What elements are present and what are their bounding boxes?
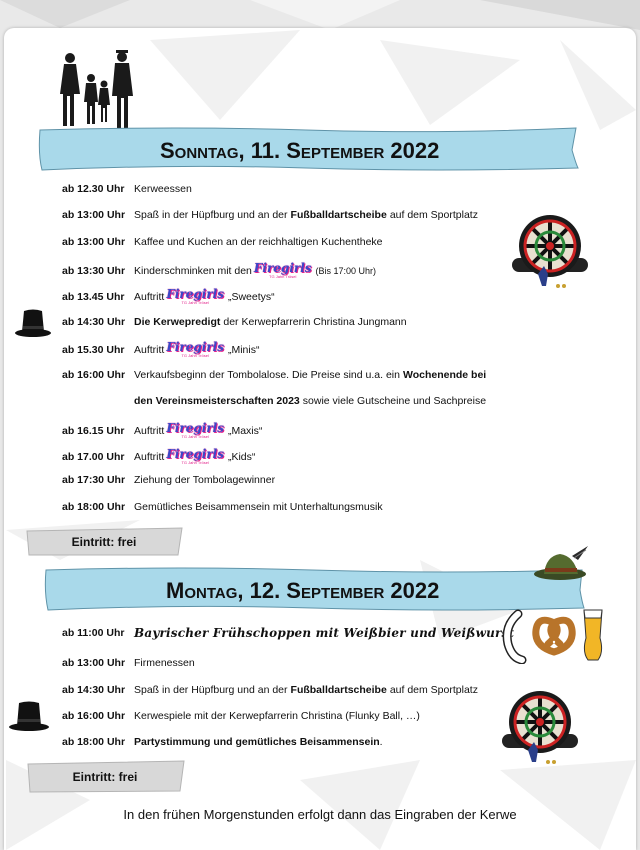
schedule-row bbox=[62, 710, 420, 722]
schedule-row bbox=[62, 369, 486, 381]
row-time: ab 11:00 Uhr bbox=[62, 627, 125, 639]
schedule-row bbox=[62, 262, 376, 279]
dartboard-icon bbox=[498, 690, 582, 768]
row-time: ab 18:00 Uhr bbox=[62, 736, 126, 748]
row-time: ab 14:30 Uhr bbox=[62, 316, 126, 328]
top-hat-icon bbox=[14, 308, 52, 338]
row-time: ab 16:00 Uhr bbox=[62, 710, 126, 722]
row-text: Kinderschminken mit den bbox=[134, 264, 252, 277]
firegirls-logo: Firegirls TG Jahn Trösel bbox=[166, 340, 224, 358]
beer-icon bbox=[580, 608, 606, 662]
row-text: auf dem Sportplatz bbox=[389, 684, 478, 696]
row-text-bold: den Vereinsmeisterschaften 2023 bbox=[134, 395, 300, 407]
row-text: Auftritt bbox=[134, 450, 165, 463]
row-time: ab 16.15 Uhr bbox=[62, 424, 125, 437]
row-text-bold: Partystimmung und gemütliches Beisammensein bbox=[134, 736, 380, 748]
row-time: ab 17:30 Uhr bbox=[62, 474, 126, 486]
schedule-row bbox=[62, 288, 275, 305]
row-text: Gemütliches Beisammensein mit Unterhaltungsmusik bbox=[134, 501, 383, 513]
row-text: Ziehung der Tombolagewinner bbox=[134, 474, 276, 486]
sunday-title: Sonntag, 11. September 2022 bbox=[160, 138, 440, 163]
sunday-entry-label: Eintritt: frei bbox=[71, 535, 137, 549]
row-text: (Bis 17:00 Uhr) bbox=[315, 265, 377, 276]
row-time: ab 13:00 Uhr bbox=[62, 209, 126, 221]
row-text: Firmenessen bbox=[134, 657, 195, 669]
row-text-bold: Fußballdartscheibe bbox=[290, 209, 387, 221]
schedule-row bbox=[62, 736, 383, 748]
family-icon bbox=[56, 50, 142, 134]
row-text: Auftritt bbox=[134, 290, 165, 303]
row-text: Kerweessen bbox=[134, 183, 192, 195]
schedule-row bbox=[62, 422, 262, 439]
row-time: ab 14:30 Uhr bbox=[62, 684, 126, 696]
firegirls-logo: Firegirls TG Jahn Trösel bbox=[253, 261, 312, 279]
schedule-row bbox=[62, 341, 259, 358]
row-text: Auftritt bbox=[134, 343, 165, 356]
schedule-row bbox=[62, 183, 192, 195]
schedule-row-continued bbox=[134, 395, 486, 407]
schedule-row bbox=[62, 684, 478, 696]
monday-entry-label: Eintritt: frei bbox=[72, 770, 138, 784]
schedule-row bbox=[62, 626, 514, 640]
row-text-bold: Fußballdartscheibe bbox=[290, 684, 387, 696]
row-text: Auftritt bbox=[134, 424, 165, 437]
tyrolean-hat-icon bbox=[532, 544, 592, 584]
monday-title: Montag, 12. September 2022 bbox=[166, 578, 440, 603]
row-text: auf dem Sportplatz bbox=[389, 209, 478, 221]
row-text: Kaffee und Kuchen an der reichhaltigen Kuchentheke bbox=[134, 236, 383, 248]
row-text: „Kids“ bbox=[227, 450, 256, 463]
row-text: sowie viele Gutscheine und Sachpreise bbox=[302, 395, 487, 407]
row-text: Verkaufsbeginn der Tombolalose. Die Preise sind u.a. ein bbox=[134, 369, 400, 381]
row-text-bold: Die Kerwepredigt bbox=[134, 316, 221, 328]
row-time: ab 15.30 Uhr bbox=[62, 343, 125, 356]
dartboard-icon bbox=[508, 214, 592, 292]
firegirls-logo: Firegirls TG Jahn Trösel bbox=[166, 421, 224, 439]
schedule-row bbox=[62, 316, 407, 328]
row-text: Spaß in der Hüpfburg und an der bbox=[134, 684, 288, 696]
top-hat-icon bbox=[8, 700, 50, 732]
firegirls-logo: Firegirls TG Jahn Trösel bbox=[166, 287, 224, 305]
row-time: ab 16:00 Uhr bbox=[62, 369, 126, 381]
row-text: „Sweetys“ bbox=[227, 290, 275, 303]
row-text: „Maxis“ bbox=[227, 424, 263, 437]
footer-note: In den frühen Morgenstunden erfolgt dann das Eingraben der Kerwe bbox=[123, 807, 517, 822]
row-text: Kerwespiele mit der Kerwepfarrerin Christina (Flunky Ball, …) bbox=[134, 710, 420, 722]
schedule-row bbox=[62, 448, 255, 465]
row-time: ab 13:30 Uhr bbox=[62, 264, 126, 277]
row-text-fraktur: Bayrischer Frühschoppen mit Weißbier und Weißwurst bbox=[134, 626, 515, 640]
row-time: ab 13:00 Uhr bbox=[62, 236, 126, 248]
row-text: . bbox=[379, 736, 383, 748]
row-text-bold: Wochenende bei bbox=[402, 369, 487, 381]
pretzel-icon bbox=[530, 612, 578, 658]
schedule-row bbox=[62, 236, 383, 248]
row-time: ab 12.30 Uhr bbox=[62, 183, 125, 195]
row-time: ab 17.00 Uhr bbox=[62, 450, 125, 463]
row-text: „Minis“ bbox=[227, 343, 260, 356]
schedule-row bbox=[62, 474, 275, 486]
row-time: ab 13.45 Uhr bbox=[62, 290, 125, 303]
schedule-row bbox=[62, 501, 383, 513]
row-text: der Kerwepfarrerin Christina Jungmann bbox=[223, 316, 407, 328]
row-time: ab 18:00 Uhr bbox=[62, 501, 126, 513]
firegirls-logo: Firegirls TG Jahn Trösel bbox=[166, 447, 224, 465]
row-text: Spaß in der Hüpfburg und an der bbox=[134, 209, 288, 221]
row-time: ab 13:00 Uhr bbox=[62, 657, 126, 669]
schedule-row bbox=[62, 657, 195, 669]
schedule-row bbox=[62, 209, 478, 221]
